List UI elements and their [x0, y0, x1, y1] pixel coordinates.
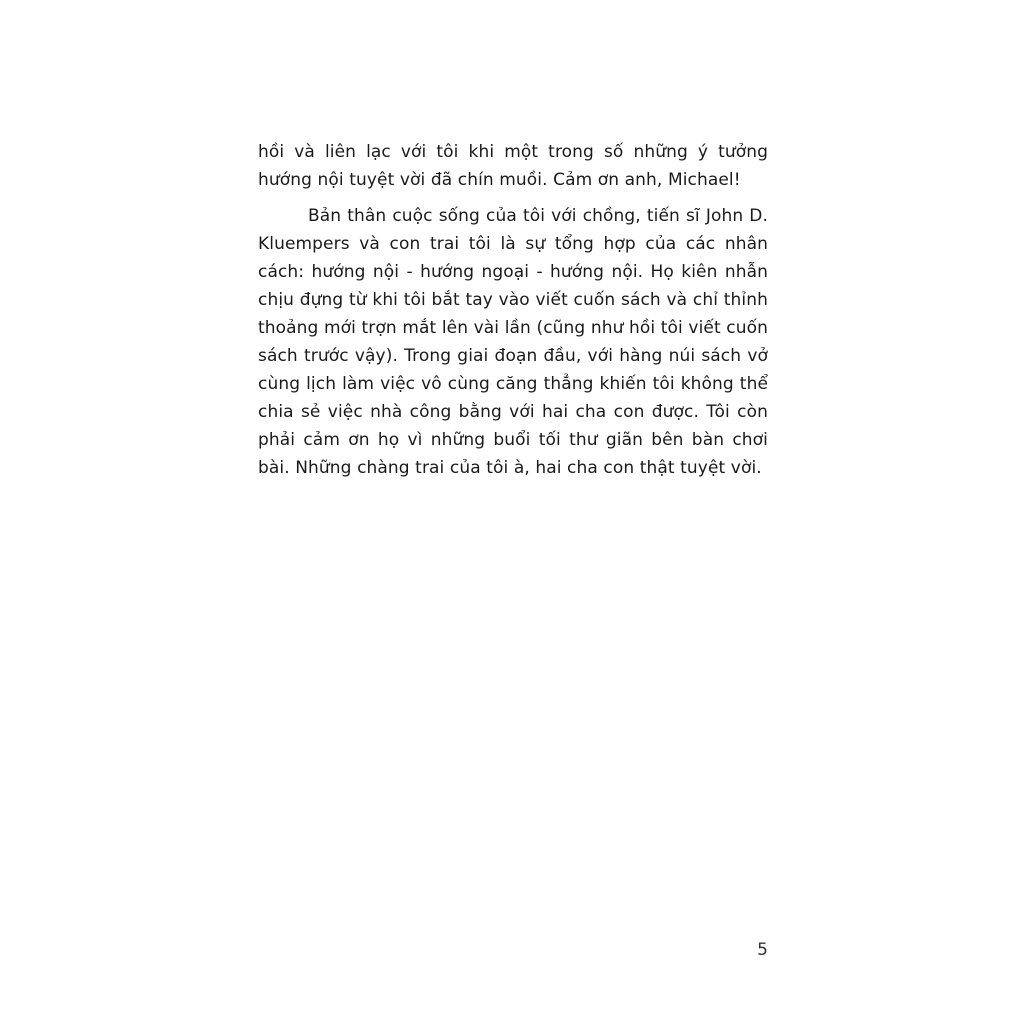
paragraph-acknowledgment-family: Bản thân cuộc sống của tôi với chồng, tiến sĩ John D. Kluempers và con trai tôi là sự tổng hợp của các nhân cách: hướng nội - hướng ngoại - hướng nội. Họ kiên nhẫn chịu đựng từ khi tôi bắt tay vào viết cuốn sách và chỉ thỉnh thoảng mới trợn mắt lên vài lần (cũng như hồi tôi viết cuốn sách trước vậy). Trong giai đoạn đầu, với hàng núi sách vở cùng lịch làm việc vô cùng căng thẳng khiến tôi không thể chia sẻ việc nhà công bằng với hai cha con được. Tôi còn phải cảm ơn họ vì những buổi tối thư giãn bên bàn chơi bài. Những chàng trai của tôi à, hai cha con thật tuyệt vời.: [258, 206, 768, 478]
paragraph-continuation: hồi và liên lạc với tôi khi một trong số những ý tưởng hướng nội tuyệt vời đã chín muồi. Cảm ơn anh, Michael!: [258, 142, 768, 190]
page-number: 5: [757, 940, 768, 960]
page-body-text: [258, 138, 768, 482]
